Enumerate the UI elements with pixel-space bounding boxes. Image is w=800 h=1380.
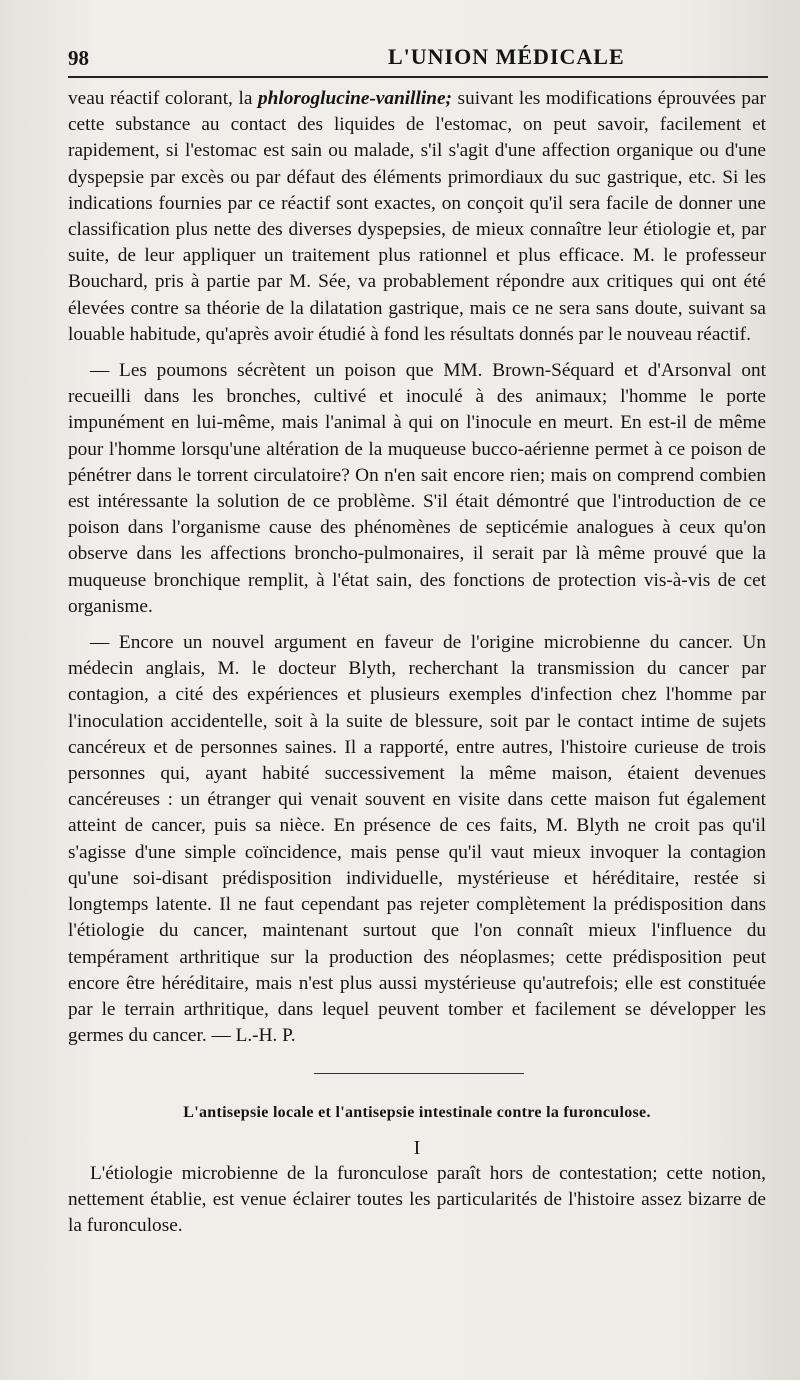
section-number: I: [413, 1136, 421, 1159]
article-body: [68, 86, 766, 1239]
p1-text-end: suivant les modifications éprouvées par cette substance au contact des liquides de l'estomac, on peut savoir, facilement et rapidement, si l'estomac est sain ou malade, s'il s'agit d'une affection organique ou d'une dyspepsie par excès ou par défaut des éléments primordiaux du suc gastrique, etc. Si les indications fournies par ce réactif sont exactes, on conçoit qu'il sera facile de donner une classification plus nette des diverses dyspepsies, de mieux connaître leur étiologie et, par suite, de leur appliquer un traitement plus rationnel et plus efficace. M. le professeur Bouchard, pris à partie par M. Sée, va probablement répondre aux critiques qui ont été élevées contre sa théorie de la dilatation gastrique, mais ce ne sera sans doute, suivant sa louable habitude, qu'après avoir étudié à fond les résultats donnés par le nouveau réactif.: [68, 88, 766, 345]
italic-term: phloroglucine-vanilline;: [258, 88, 452, 109]
section-title: L'antisepsie locale et l'antisepsie intestinale contre la furonculose.: [183, 1104, 651, 1122]
page-number: 98: [68, 46, 89, 70]
section-separator: [314, 1073, 524, 1074]
running-title: L'UNION MÉDICALE: [388, 44, 625, 69]
paragraph-gastric-reagent: [68, 86, 766, 348]
paragraph-cancer-contagion: — Encore un nouvel argument en faveur de l'origine microbienne du cancer. Un médecin anglais, M. le docteur Blyth, recherchant la transmission du cancer par contagion, a cité des expériences et plusieurs exemples d'infection chez l'homme par l'inoculation accidentelle, soit à la suite de blessure, soit par le contact intime de sujets cancéreux et de personnes saines. Il a rapporté, entre autres, l'histoire curieuse de trois personnes qui, ayant habité successivement la même maison, étaient devenues cancéreuses : un étranger qui venait souvent en visite dans cette maison fut également atteint de cancer, puis sa nièce. En présence de ces faits, M. Blyth ne croit pas qu'il s'agisse d'une simple coïncidence, mais pense qu'il vaut mieux invoquer la contagion qu'une soi-disant prédisposition individuelle, mystérieuse et héréditaire, restée si longtemps latente. Il ne faut cependant pas rejeter complètement la prédisposition dans l'étiologie du cancer, maintenant surtout que l'on connaît mieux l'influence du tempérament arthritique sur la production des néoplasmes; cette prédisposition peut encore être héréditaire, mais n'est plus aussi mystérieuse qu'autrefois; elle est constituée par le terrain arthritique, dans lequel peuvent tomber et facilement se développer les germes du cancer. — L.-H. P.: [68, 632, 766, 1047]
header-rule: [68, 76, 768, 78]
paragraph-furonculose: L'étiologie microbienne de la furonculose paraît hors de contestation; cette notion, nettement établie, est venue éclairer toutes les particularités de l'histoire assez bizarre de la furonculose.: [68, 1162, 766, 1237]
p1-text-start: veau réactif colorant, la: [68, 88, 259, 109]
paragraph-lung-poison: — Les poumons sécrètent un poison que MM. Brown-Séquard et d'Arsonval ont recueilli dans les bronches, cultivé et inoculé à des animaux; l'homme le porte impunément en lui-même, mais l'animal à qui on l'inocule en meurt. En est-il de même pour l'homme lorsqu'une altération de la muqueuse bucco-aérienne permet à ce poison de pénétrer dans le torrent circulatoire? On n'en sait encore rien; mais on comprend combien est intéressante la solution de ce problème. S'il était démontré que l'introduction de ce poison dans l'organisme cause des phénomènes de septicémie analogues à ceux qu'on observe dans les affections broncho-pulmonaires, il serait par là même prouvé que la muqueuse bronchique remplit, à l'état sain, des fonctions de protection vis-à-vis de cet organisme.: [68, 360, 766, 617]
page-header: [68, 42, 768, 72]
